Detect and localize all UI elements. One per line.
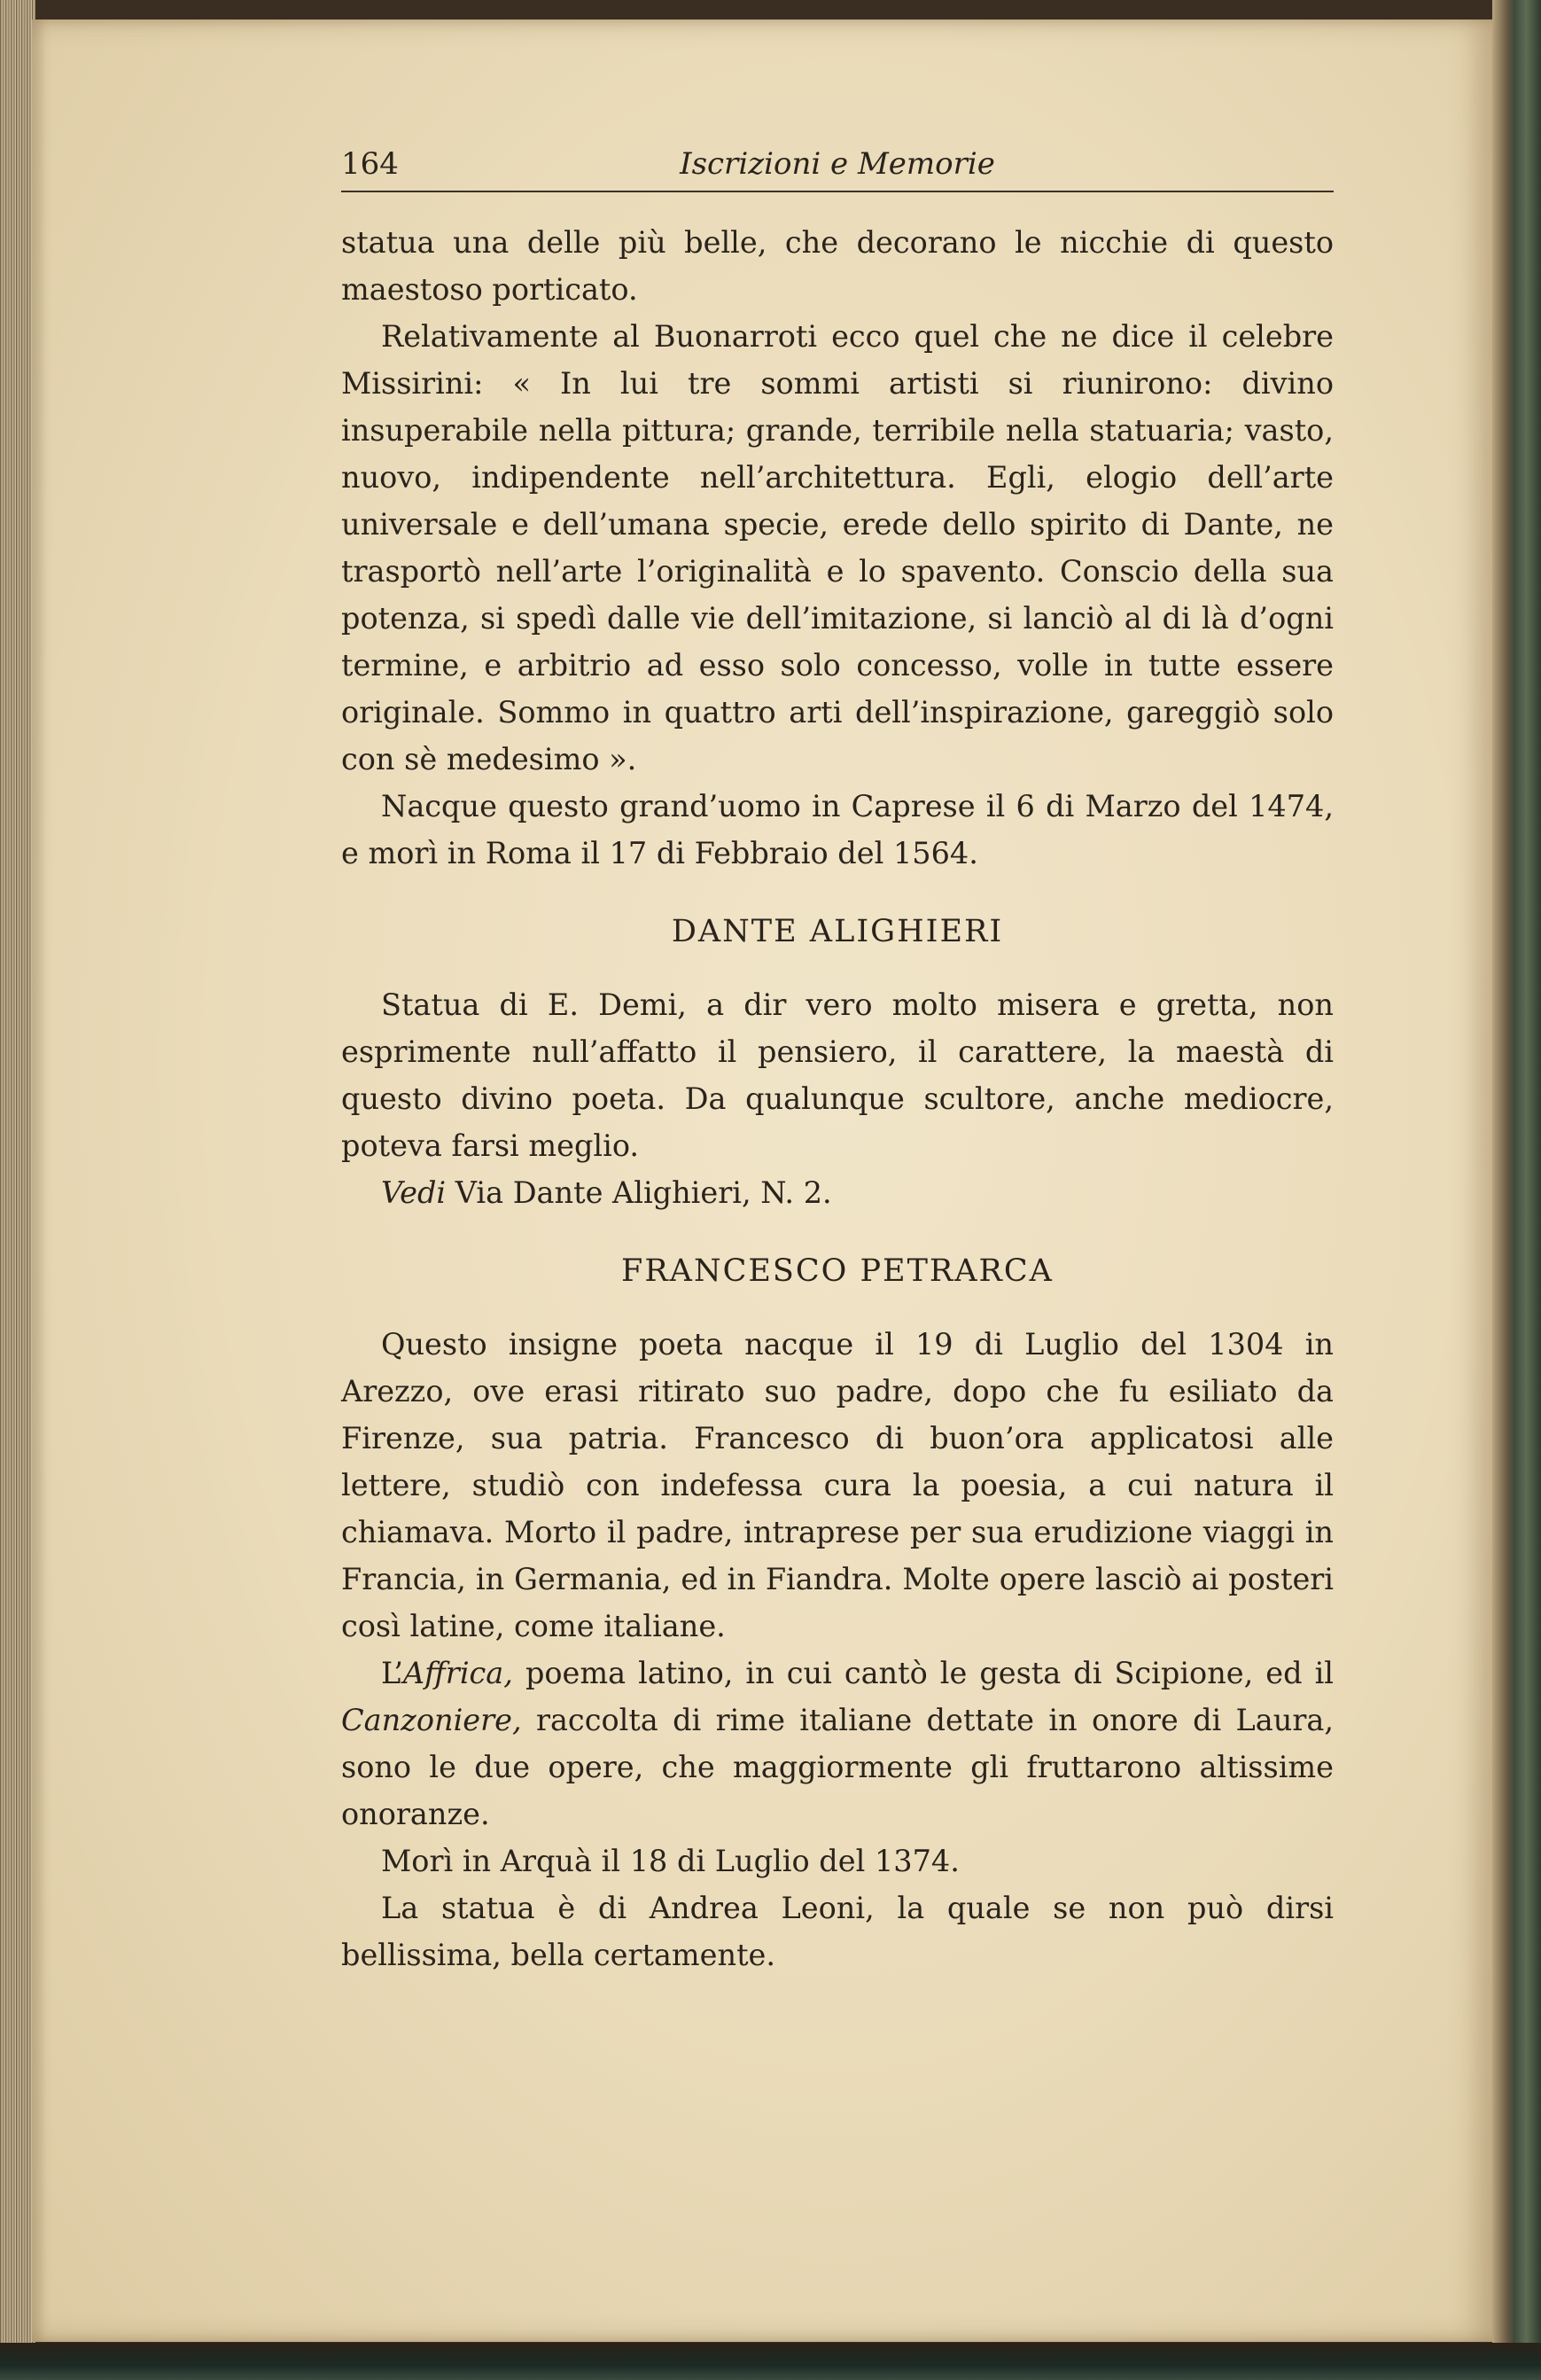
works-middle: poema latino, in cui cantò le gesta di Scipione, ed il [512,1656,1334,1690]
heading-francesco-petrarca: FRANCESCO PETRARCA [621,1253,1054,1289]
paragraph-dante-statua: Statua di E. Demi, a dir vero molto misera e gretta, non esprimente null’affatto il pensiero, il carattere, la maestà di questo divino poeta. Da qualunque scultore, anche mediocre, poteva farsi meglio. [341,987,1334,1163]
paragraph-petrarca-statua: La statua è di Andrea Leoni, la quale se non può dirsi bellissima, bella certamente. [341,1891,1334,1972]
paragraph-nacque: Nacque questo grand’uomo in Caprese il 6 di Marzo del 1474, e morì in Roma il 17 di Febbraio del 1564. [341,789,1334,870]
title-affrica: Affrica, [402,1656,513,1690]
paragraph-petrarca-works [341,1650,1334,1838]
book-binding-edge [1492,0,1541,2380]
paragraph-vedi [341,1169,1334,1216]
vedi-word: Vedi [381,1175,447,1210]
running-header [341,146,1334,192]
page-fore-edge [0,0,35,2380]
paragraph-petrarca-bio: Questo insigne poeta nacque il 19 di Luglio del 1304 in Arezzo, ove erasi ritirato suo padre, dopo che fu esiliato da Firenze, sua patria. Francesco di buon’ora applicatosi alle lettere, studiò con indefessa cura la poesia, a cui natura il chiamava. Morto il padre, intraprese per sua erudizione viaggi in Francia, in Germania, ed in Fiandra. Molte opere lasciò ai posteri così latine, come italiane. [341,1327,1334,1643]
title-canzoniere: Canzoniere, [341,1703,522,1737]
running-title: Iscrizioni e Memorie [680,146,995,182]
paragraph-statua-continuation: statua una delle più belle, che decorano le nicchie di questo maestoso porticato. [341,225,1334,307]
paragraph-buonarroti: Relativamente al Buonarroti ecco quel che ne dice il celebre Missirini: « In lui tre sommi artisti si riunirono: divino insuperabile nella pittura; grande, terribile nella statuaria; vasto, nuovo, indipendente nell’architettura. Egli, elogio dell’arte universale e dell’umana specie, erede dello spirito di Dante, ne trasportò nell’arte l’originalità e lo spavento. Conscio della sua potenza, si spedì dalle vie dell’imitazione, si lanciò al di là d’ogni termine, e arbitrio ad esso solo concesso, volle in tutte essere originale. Sommo in quattro arti dell’inspirazione, gareggiò solo con sè medesimo ». [341,319,1334,776]
page-text-block [341,146,1334,1978]
works-end: raccolta di rime italiane dettate in onore di Laura, sono le due opere, che maggiormente gli fruttarono altissime onoranze. [341,1703,1334,1831]
scan-bottom-border [0,2343,1541,2380]
page-number: 164 [341,146,399,182]
works-prefix: L’ [381,1656,403,1690]
paragraph-petrarca-death: Morì in Arquà il 18 di Luglio del 1374. [381,1844,960,1878]
vedi-reference: Via Dante Alighieri, N. 2. [446,1175,832,1210]
heading-dante-alighieri: DANTE ALIGHIERI [671,914,1004,949]
